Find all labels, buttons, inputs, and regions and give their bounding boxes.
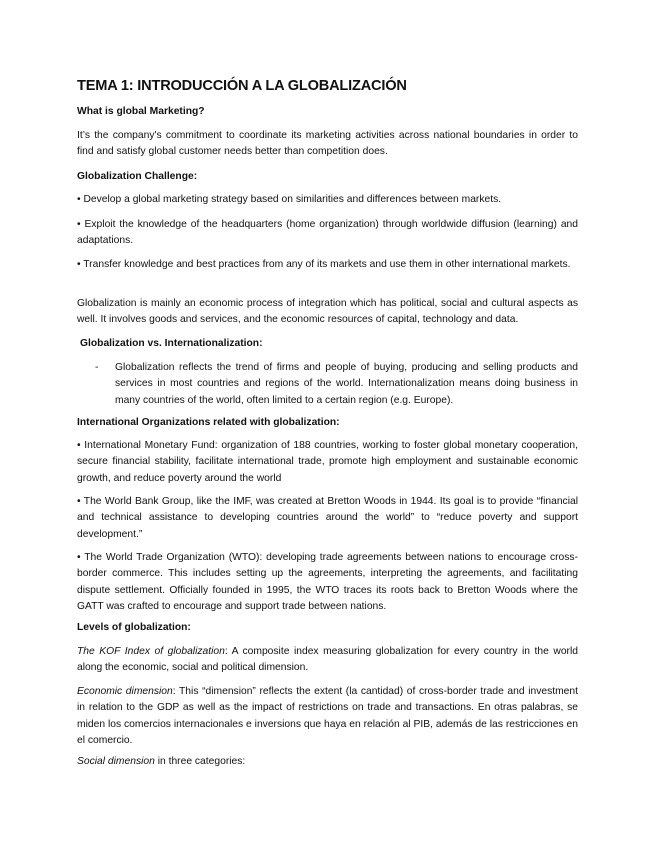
kof-text: : A composite index measuring globalization for every country in the world along the economic, social and political dimension. [77, 646, 578, 674]
org-item: • The World Bank Group, like the IMF, was created at Bretton Woods in 1944. Its goal is to provide “financial and technical assistance to developing countries around the world” to “reduce poverty and support development.” [77, 496, 578, 540]
org-item: • International Monetary Fund: organization of 188 countries, working to foster global monetary cooperation, secure financial stability, facilitate international trade, promote high employment and sustainable economic growth, and reduce poverty around the world [77, 440, 578, 484]
economic-term: Economic dimension [77, 686, 173, 697]
page-title: TEMA 1: INTRODUCCIÓN A LA GLOBALIZACIÓN [77, 78, 407, 94]
challenge-item: • Exploit the knowledge of the headquarters (home organization) through worldwide diffusion (learning) and adaptations. [77, 219, 578, 247]
social-text: in three categories: [154, 756, 246, 767]
heading-globalization-vs-internationalization: Globalization vs. Internationalization: [80, 338, 263, 349]
economic-text: : This “dimension” reflects the extent (la cantidad) of cross-border trade and investment in relation to the GDP as well as the impact of restrictions on trade and transactions. En otras palabras, se miden los comercios internacionales e inversions que haya en relación al PIB, además de las restricciones en el comercio. [77, 686, 578, 746]
challenge-item: • Transfer knowledge and best practices from any of its markets and use them in other international markets. [77, 259, 571, 270]
heading-levels: Levels of globalization: [77, 622, 191, 633]
social-term: Social dimension [77, 756, 155, 767]
heading-international-organizations: International Organizations related with globalization: [77, 417, 340, 428]
paragraph-globalization: Globalization is mainly an economic process of integration which has political, social and cultural aspects as well. It involves goods and services, and the economic resources of capital, technology and data. [77, 298, 578, 326]
paragraph-global-marketing: It’s the company's commitment to coordinate its marketing activities across national boundaries in order to find and satisfy global customer needs better than competition does. [77, 130, 578, 158]
dash-bullet: - [95, 362, 99, 373]
challenge-item: • Develop a global marketing strategy based on similarities and differences between markets. [77, 194, 502, 205]
paragraph-vs: Globalization reflects the trend of firms and people of buying, producing and selling products and services in most countries and regions of the world. Internationalization means doing business in many countries of the world, often limited to a certain region (e.g. Europe). [115, 362, 578, 406]
kof-term: The KOF Index of globalization [77, 646, 225, 657]
paragraph-social [77, 754, 578, 770]
heading-global-marketing: What is global Marketing? [77, 106, 205, 117]
paragraph-economic [77, 684, 578, 749]
paragraph-kof [77, 644, 578, 677]
heading-globalization-challenge: Globalization Challenge: [77, 171, 198, 182]
org-item: • The World Trade Organization (WTO): developing trade agreements between nations to encourage cross-border commerce. This includes setting up the agreements, interpreting the agreements, and facilitating dispute settlement. Officially founded in 1995, the WTO traces its roots back to Bretton Woods where the GATT was crafted to encourage and support trade between nations. [77, 552, 578, 612]
